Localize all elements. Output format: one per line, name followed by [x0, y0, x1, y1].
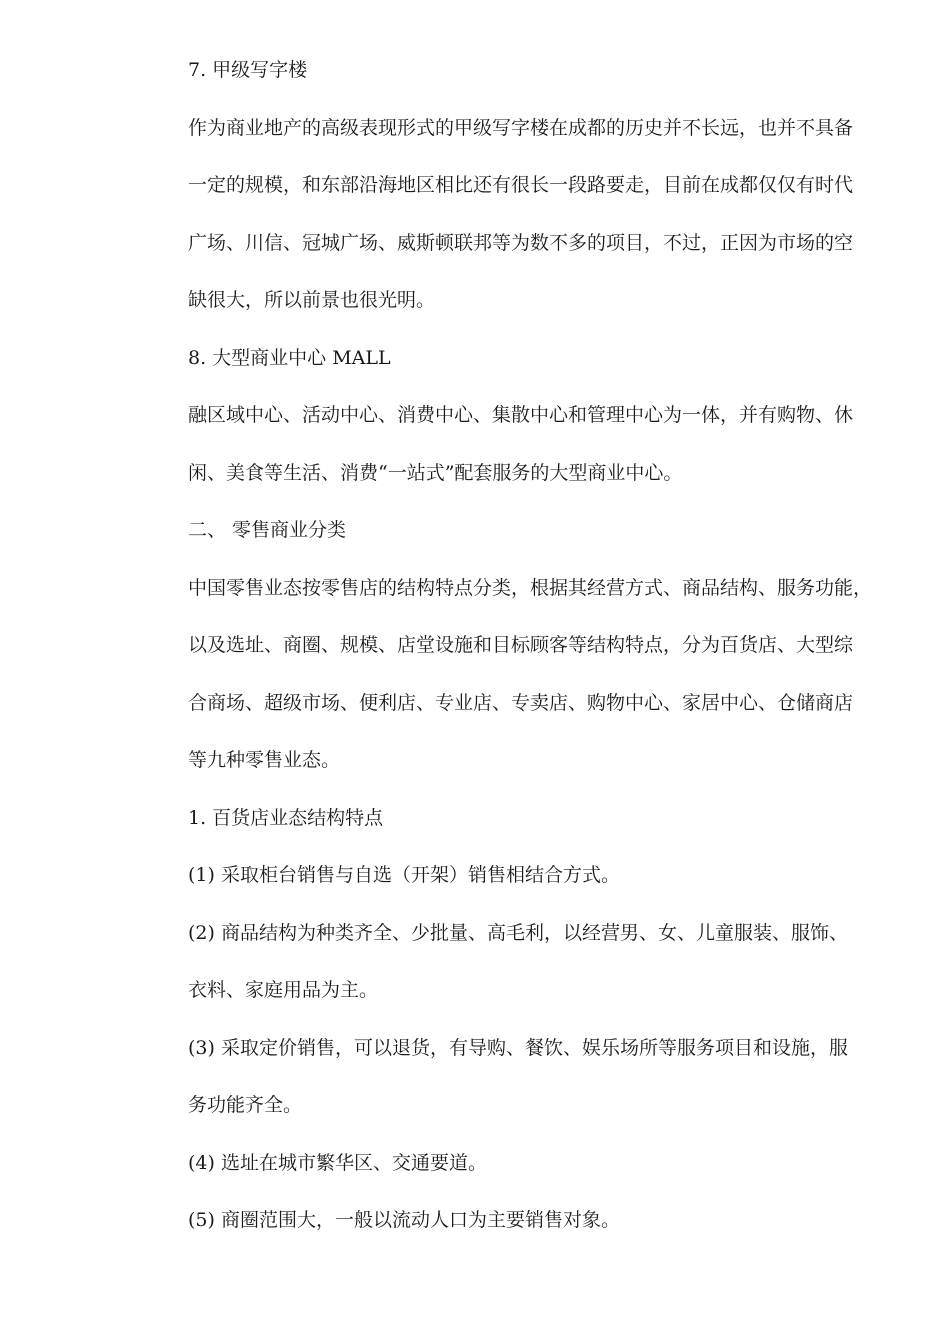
- list-item: (5) 商圈范围大，一般以流动人口为主要销售对象。: [188, 1209, 620, 1231]
- paragraph-line: 合商场、超级市场、便利店、专业店、专卖店、购物中心、家居中心、仓储商店: [188, 691, 854, 714]
- paragraph-line: 以及选址、商圈、规模、店堂设施和目标顾客等结构特点，分为百货店、大型综: [188, 634, 854, 656]
- list-item: (3) 采取定价销售，可以退货，有导购、餐饮、娱乐场所等服务项目和设施，服: [188, 1036, 848, 1059]
- section-heading-retail-classification: 二、 零售商业分类: [188, 519, 347, 541]
- paragraph-line: 缺很大，所以前景也很光明。: [188, 289, 436, 311]
- list-item: (4) 选址在城市繁华区、交通要道。: [188, 1151, 487, 1174]
- paragraph-line: 融区域中心、活动中心、消费中心、集散中心和管理中心为一体，并有购物、休: [188, 404, 854, 426]
- heading-department-store: 1. 百货店业态结构特点: [188, 806, 384, 829]
- list-item: (2) 商品结构为种类齐全、少批量、高毛利，以经营男、女、儿童服装、服饰、: [188, 921, 848, 944]
- paragraph-line: 闲、美食等生活、消费“一站式”配套服务的大型商业中心。: [188, 461, 683, 484]
- heading-mall: 8. 大型商业中心 MALL: [188, 346, 391, 369]
- list-item-continuation: 衣料、家庭用品为主。: [188, 979, 379, 1001]
- list-item: (1) 采取柜台销售与自选（开架）销售相结合方式。: [188, 864, 620, 886]
- heading-class-a-office: 7. 甲级写字楼: [188, 59, 308, 81]
- list-item-continuation: 务功能齐全。: [188, 1094, 303, 1116]
- paragraph-line: 一定的规模，和东部沿海地区相比还有很长一段路要走，目前在成都仅仅有时代: [188, 174, 854, 196]
- paragraph-line: 作为商业地产的高级表现形式的甲级写字楼在成都的历史并不长远，也并不具备: [188, 116, 854, 139]
- paragraph-line: 等九种零售业态。: [188, 749, 341, 771]
- paragraph-line: 广场、川信、冠城广场、威斯顿联邦等为数不多的项目，不过，正因为市场的空: [188, 231, 854, 254]
- paragraph-line: 中国零售业态按零售店的结构特点分类，根据其经营方式、商品结构、服务功能，: [188, 576, 873, 599]
- document-body: [188, 42, 878, 1250]
